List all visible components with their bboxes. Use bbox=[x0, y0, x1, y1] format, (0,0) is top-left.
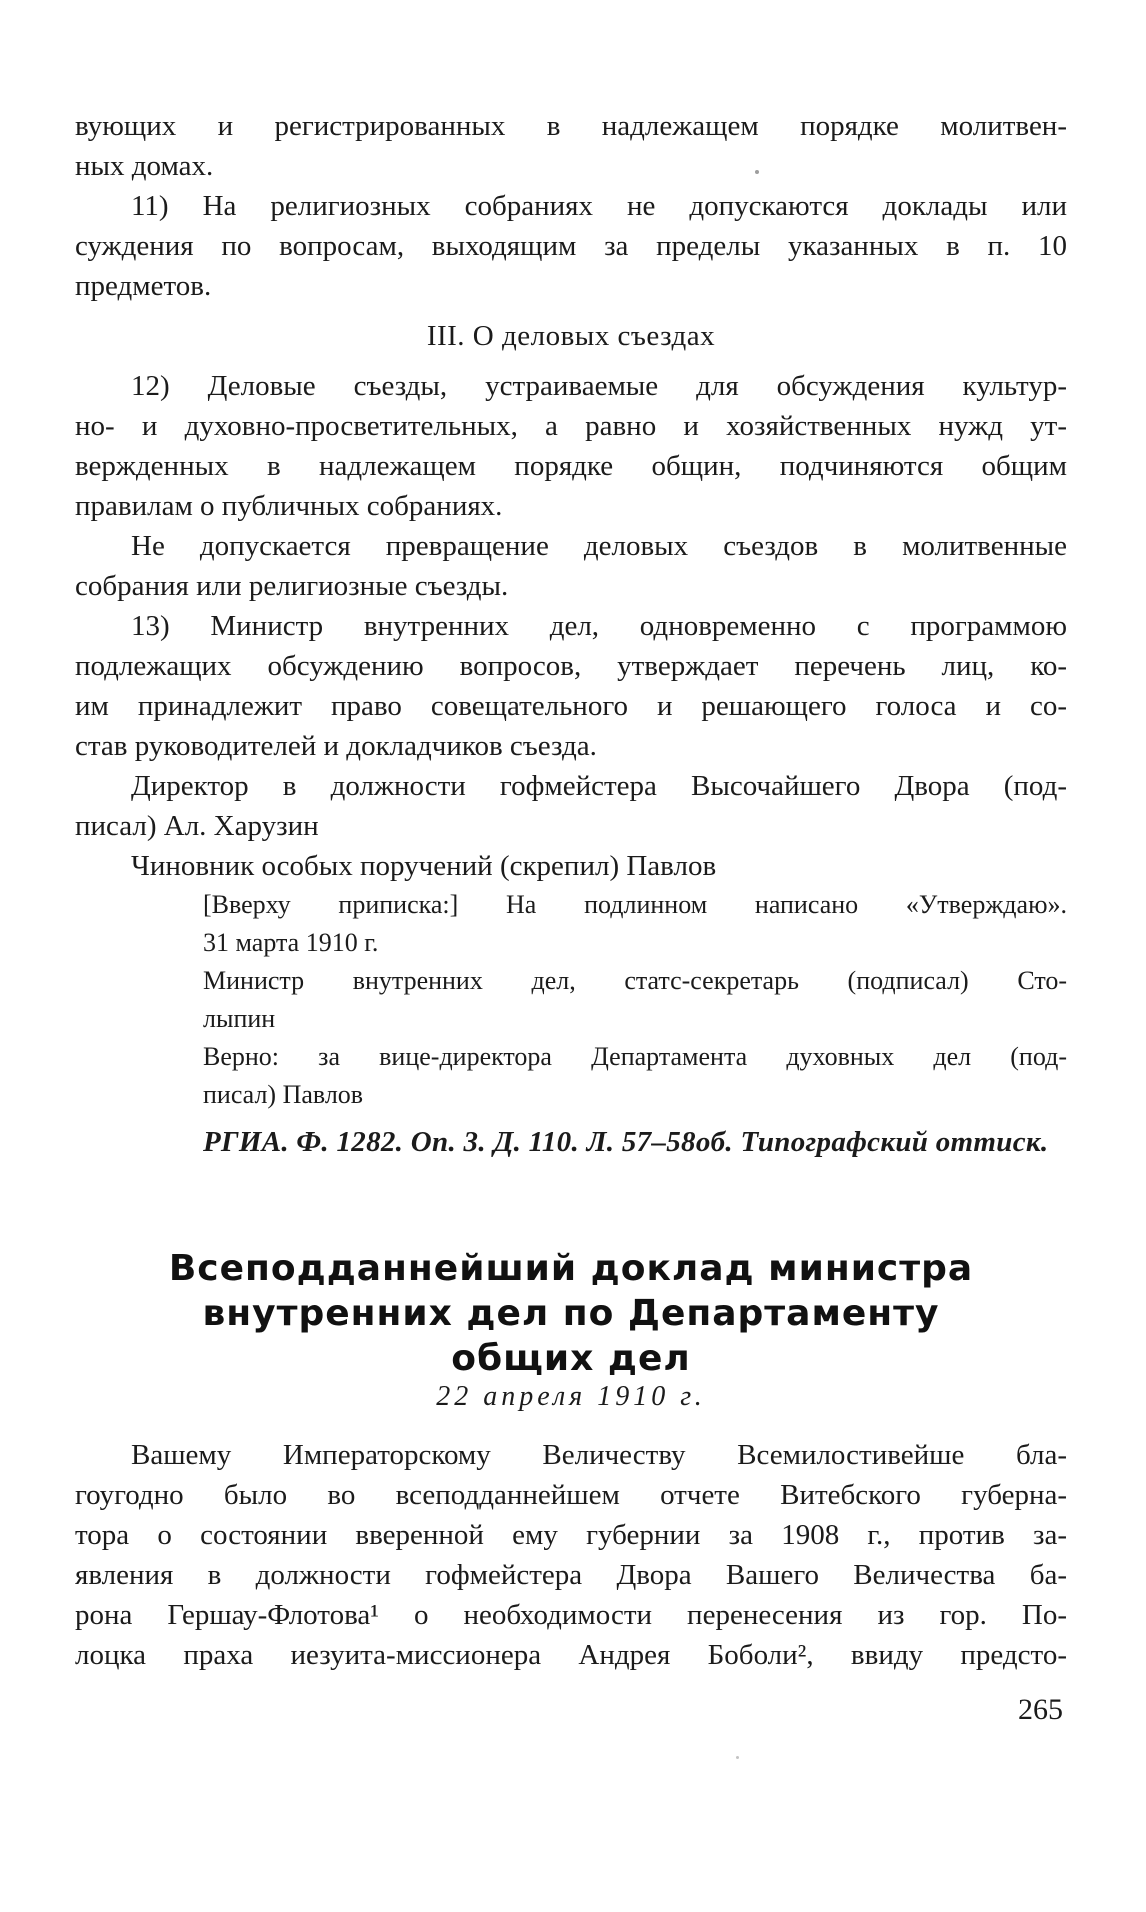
archive-citation bbox=[203, 1124, 1067, 1164]
scan-speck bbox=[736, 1756, 739, 1759]
text-line: вержденных в надлежащем порядке общин, подчиняются общим bbox=[75, 450, 1067, 482]
document-content bbox=[75, 106, 1067, 1675]
text-line: явления в должности гофмейстера Двора Вашего Величества ба- bbox=[75, 1559, 1067, 1591]
document-date bbox=[75, 1377, 1067, 1417]
scan-speck bbox=[755, 170, 759, 174]
annex-note bbox=[203, 886, 1067, 1114]
text-line: Всеподданнейший доклад министра bbox=[168, 1248, 974, 1289]
text-line: гоугодно было во всеподданнейшем отчете Витебского губерна- bbox=[75, 1479, 1067, 1511]
text-line: правилам о публичных собраниях. bbox=[75, 490, 503, 522]
text-line: лоцка праха иезуита-миссионера Андрея Боболи², ввиду предсто- bbox=[75, 1639, 1067, 1671]
paragraph bbox=[75, 606, 1067, 766]
text-line: [Вверху приписка:] На подлинном написано «Утверждаю». bbox=[203, 890, 1067, 919]
text-line: 11) На религиозных собраниях не допускаются доклады или bbox=[131, 190, 1067, 222]
page-number: 265 bbox=[1018, 1693, 1063, 1726]
text-line: внутренних дел по Департаменту bbox=[202, 1293, 940, 1334]
text-line: став руководителей и докладчиков съезда. bbox=[75, 730, 597, 762]
text-line: Вашему Императорскому Величеству Всемилостивейше бла- bbox=[131, 1439, 1067, 1471]
text-line: но- и духовно-просветительных, а равно и хозяйственных нужд ут- bbox=[75, 410, 1067, 442]
text-line: ных домах. bbox=[75, 150, 214, 182]
paragraph-closing bbox=[75, 1435, 1067, 1675]
text-line: подлежащих обсуждению вопросов, утверждает перечень лиц, ко- bbox=[75, 650, 1067, 682]
text-line: вующих и регистрированных в надлежащем порядке молитвен- bbox=[75, 110, 1067, 142]
paragraph bbox=[75, 366, 1067, 526]
paragraph bbox=[75, 526, 1067, 606]
text-line: собрания или религиозные съезды. bbox=[75, 570, 509, 602]
text-line: тора о состоянии вверенной ему губернии за 1908 г., против за- bbox=[75, 1519, 1067, 1551]
text-line: рона Гершау-Флотова¹ о необходимости перенесения из гор. По- bbox=[75, 1599, 1067, 1631]
text-line: общих дел bbox=[451, 1338, 691, 1379]
text-line: Директор в должности гофмейстера Высочайшего Двора (под- bbox=[131, 770, 1067, 802]
paragraph bbox=[75, 106, 1067, 186]
text-line: Министр внутренних дел, статс-секретарь (подписал) Сто- bbox=[203, 966, 1067, 995]
paragraph bbox=[75, 186, 1067, 306]
text-line: 31 марта 1910 г. bbox=[203, 928, 379, 957]
text-line: Не допускается превращение деловых съездов в молитвенные bbox=[131, 530, 1067, 562]
text-line: лыпин bbox=[203, 1004, 276, 1033]
text-line: 22 апреля 1910 г. bbox=[436, 1381, 706, 1412]
text-line: Верно: за вице-директора Департамента духовных дел (под- bbox=[203, 1042, 1067, 1071]
text-line: писал) Ал. Харузин bbox=[75, 810, 319, 842]
section-heading bbox=[75, 316, 1067, 356]
text-line: 13) Министр внутренних дел, одновременно с программою bbox=[131, 610, 1067, 642]
paragraph bbox=[75, 846, 1067, 886]
paragraph bbox=[75, 766, 1067, 846]
text-line: им принадлежит право совещательного и решающего голоса и со- bbox=[75, 690, 1067, 722]
text-line: III. О деловых съездах bbox=[426, 320, 716, 352]
text-line: суждения по вопросам, выходящим за пределы указанных в п. 10 bbox=[75, 230, 1067, 262]
text-line: РГИА. Ф. 1282. Оп. 3. Д. 110. Л. 57–58об. Типографский оттиск. bbox=[203, 1126, 1049, 1158]
text-line: 12) Деловые съезды, устраиваемые для обсуждения культур- bbox=[131, 370, 1067, 402]
text-line: Чиновник особых поручений (скрепил) Павлов bbox=[131, 850, 717, 882]
text-line: писал) Павлов bbox=[203, 1080, 364, 1109]
document-title bbox=[75, 1246, 1067, 1381]
text-line: предметов. bbox=[75, 270, 212, 302]
